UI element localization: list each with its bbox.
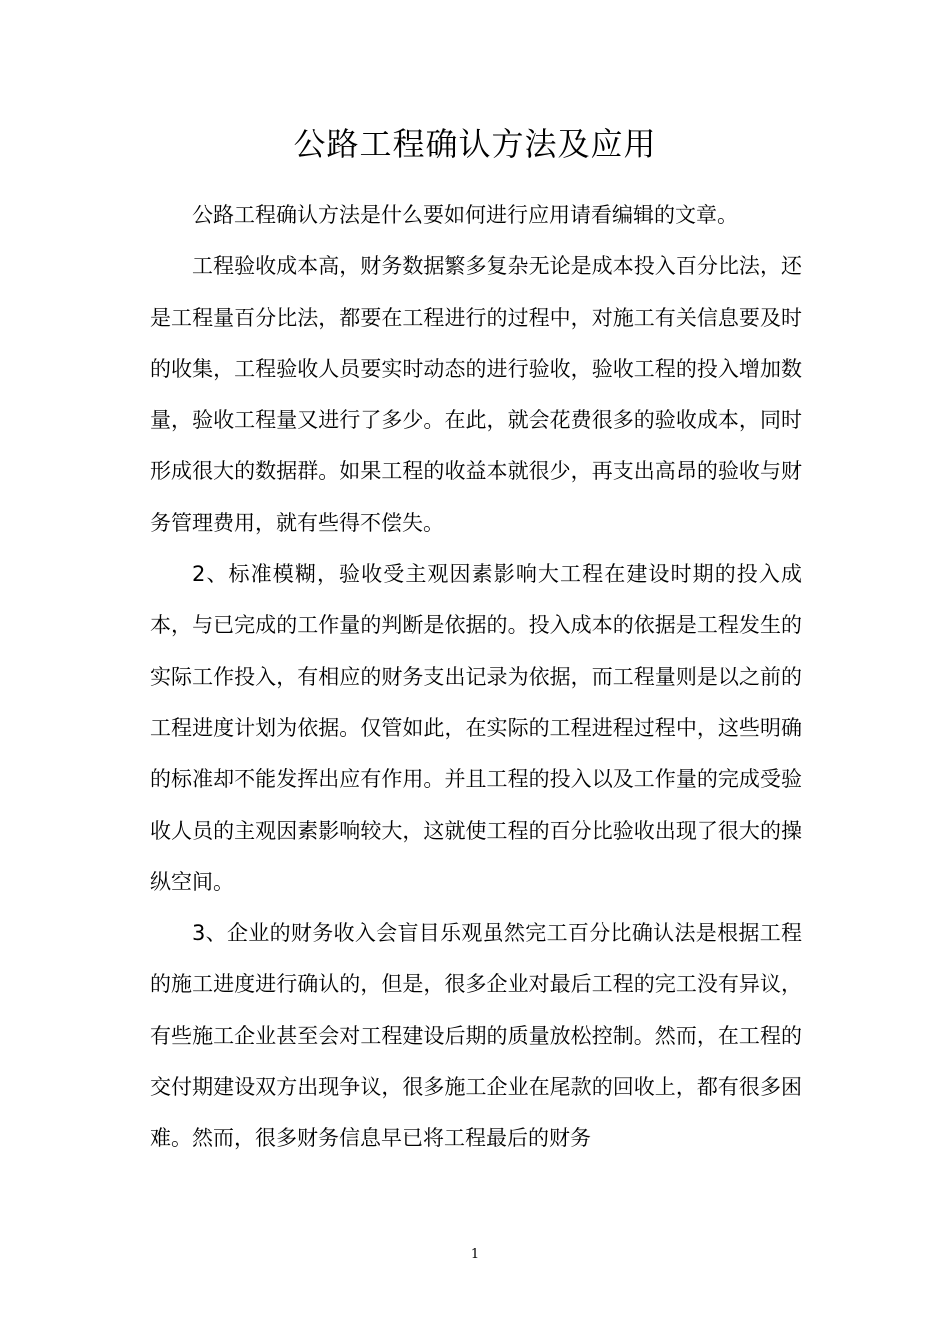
page-title: 公路工程确认方法及应用 xyxy=(293,125,657,163)
paragraph-1: 工程验收成本高，财务数据繁多复杂无论是成本投入百分比法，还是工程量百分比法，都要在工程进行的过程中，对施工有关信息要及时的收集，工程验收人员要实时动态的进行验收，验收工程的投入增加数量，验收工程量又进行了多少。在此，就会花费很多的验收成本，同时形成很大的数据群。如果工程的收益本就很少，再支出高昂的验收与财务管理费用，就有些得不偿失。 xyxy=(150,254,802,535)
paragraph-3: 3、企业的财务收入会盲目乐观虽然完工百分比确认法是根据工程的施工进度进行确认的，但是，很多企业对最后工程的完工没有异议，有些施工企业甚至会对工程建设后期的质量放松控制。然而，在工程的交付期建设双方出现争议，很多施工企业在尾款的回收上，都有很多困难。然而，很多财务信息早已将工程最后的财务 xyxy=(150,921,802,1151)
document-body xyxy=(150,190,802,1165)
paragraph-intro: 公路工程确认方法是什么要如何进行应用请看编辑的文章。 xyxy=(192,203,738,227)
page-number: 1 xyxy=(470,1247,480,1262)
paragraph-2: 2、标准模糊，验收受主观因素影响大工程在建设时期的投入成本，与已完成的工作量的判断是依据的。投入成本的依据是工程发生的实际工作投入，有相应的财务支出记录为依据，而工程量则是以之前的工程进度计划为依据。仅管如此，在实际的工程进程过程中，这些明确的标准却不能发挥出应有作用。并且工程的投入以及工作量的完成受验收人员的主观因素影响较大，这就使工程的百分比验收出现了很大的操纵空间。 xyxy=(150,562,802,894)
